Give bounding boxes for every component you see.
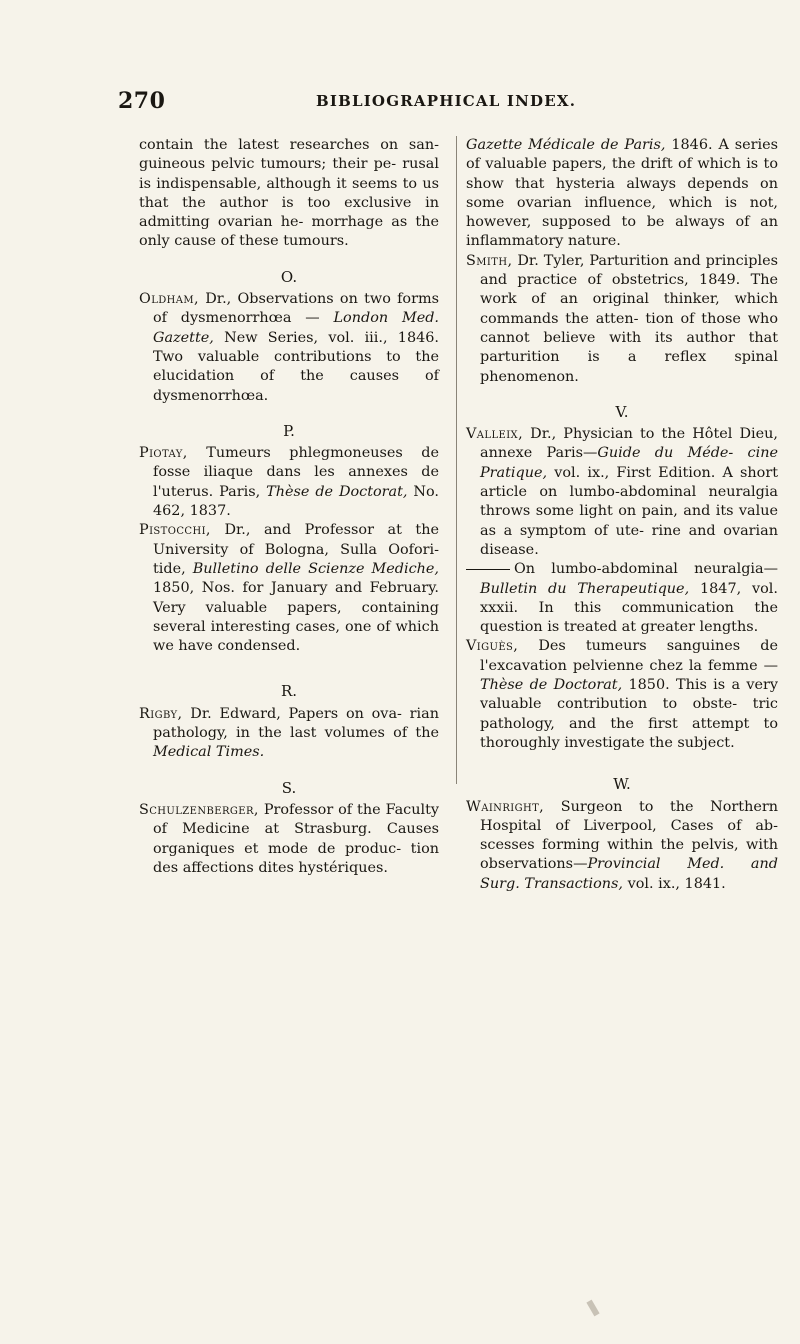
entry-vigues: Viguès, Des tumeurs sanguines de l'excavation pelvienne chez la femme —Thèse de Doctorat, 1850. This is a very valuable contribution to obste- tric pathology, and the first attempt to thoroughly investigate the subject. bbox=[466, 638, 779, 751]
author-name: Wainright, bbox=[466, 798, 545, 815]
journal-title: Gazette Médicale de Paris, bbox=[466, 137, 666, 153]
author-name: Smith, bbox=[466, 252, 513, 269]
running-head: BIBLIOGRAPHICAL INDEX. bbox=[316, 92, 577, 110]
page-number: 270 bbox=[118, 88, 166, 114]
section-letter-s: S. bbox=[281, 778, 297, 797]
journal-title: Bulletin du Therapeutique, bbox=[480, 580, 690, 597]
ditto-dash bbox=[466, 569, 510, 570]
entry-piotay: Piotay, Tumeurs phlegmoneuses de fosse iliaque dans les annexes de l'uterus. Paris, Thèse de Doctorat, No. 462, 1837. bbox=[139, 445, 439, 520]
author-name: Rigby, bbox=[139, 705, 183, 722]
entry-valleix: Valleix, Dr., Physician to the Hôtel Dieu, annexe Paris—Guide du Méde- cine Pratique, vol. ix., First Edition. A short article on lumbo-abdominal neuralgia throws some light on pain, and its value as a symptom of ute- rine and ovarian disease. bbox=[466, 426, 778, 558]
left-column bbox=[139, 136, 439, 878]
section-letter-r: R. bbox=[280, 682, 298, 701]
page-header bbox=[118, 88, 684, 118]
author-name: Oldham, bbox=[139, 291, 200, 308]
entry-oldham: Oldham, Dr., Observations on two forms of dysmenorrhœa — London Med. Gazette, New Series, vol. iii., 1846. Two valuable contributions to the elucidation of the causes of dysmenorrhœa. bbox=[139, 291, 439, 404]
journal-title: Guide du Méde- cine Pratique, bbox=[480, 445, 778, 481]
continuation-text: contain the latest researches on san- guineous pelvic tumours; their pe- rusal is indispensable, although it seems to us that the author is too exclusive in admitting ovarian he- morrhage as the only cause of these tumours. bbox=[139, 137, 439, 250]
author-name: Valleix, bbox=[466, 426, 524, 443]
journal-title: Provincial Med. and Surg. Transactions, bbox=[480, 856, 778, 892]
section-letter-p: P. bbox=[283, 421, 295, 440]
journal-title: Thèse de Doctorat, bbox=[266, 483, 408, 500]
right-column bbox=[466, 136, 778, 894]
entry-rigby: Rigby, Dr. Edward, Papers on ova- rian pathology, in the last volumes of the Medical Times. bbox=[139, 705, 439, 761]
author-name: Viguès, bbox=[466, 638, 519, 655]
author-name: Schulzenberger, bbox=[139, 801, 259, 818]
column-divider bbox=[456, 136, 457, 784]
author-name: Pistocchi, bbox=[139, 522, 211, 539]
author-name: Piotay, bbox=[139, 445, 188, 462]
entry-schulzenberger: Schulzenberger, Professor of the Faculty of Medicine at Strasburg. Causes organiques et mode de produc- tion des affections dites hystériques. bbox=[139, 801, 439, 876]
section-letter-v: V. bbox=[615, 402, 629, 421]
journal-title: London Med. Gazette, bbox=[153, 310, 439, 346]
continuation-entry: Gazette Médicale de Paris, 1846. A series of valuable papers, the drift of which is to show that hysteria always depends on some ovarian influence, which is not, however, supposed to be always of an inflammatory nature. bbox=[466, 137, 778, 250]
journal-title: Medical Times. bbox=[153, 744, 265, 761]
paper-mark bbox=[586, 1300, 599, 1317]
entry-valleix-second: On lumbo-abdominal neuralgia— Bulletin du Therapeutique, 1847, vol. xxxii. In this communication the question is treated at greater lengths. bbox=[466, 560, 778, 637]
entry-pistocchi: Pistocchi, Dr., and Professor at the University of Bologna, Sulla Oofori- tide, Bulletino delle Scienze Mediche, 1850, Nos. for January and February. Very valuable papers, containing several interesting cases, one of which we have condensed. bbox=[139, 522, 439, 655]
journal-title: Thèse de Doctorat, bbox=[480, 677, 623, 694]
entry-smith: Smith, Dr. Tyler, Parturition and principles and practice of obstetrics, 1849. The work of an original thinker, which commands the atten- tion of those who cannot believe with its author that parturition is a reflex spinal phenomenon. bbox=[466, 252, 778, 385]
entry-wainright: Wainright, Surgeon to the Northern Hospital of Liverpool, Cases of ab- scesses forming within the pelvis, with observations—Provincial Med. and Surg. Transactions, vol. ix., 1841. bbox=[466, 798, 778, 892]
section-letter-o: O. bbox=[280, 267, 298, 286]
journal-title: Bulletino delle Scienze Mediche, bbox=[192, 560, 439, 577]
section-letter-w: W. bbox=[613, 775, 631, 794]
